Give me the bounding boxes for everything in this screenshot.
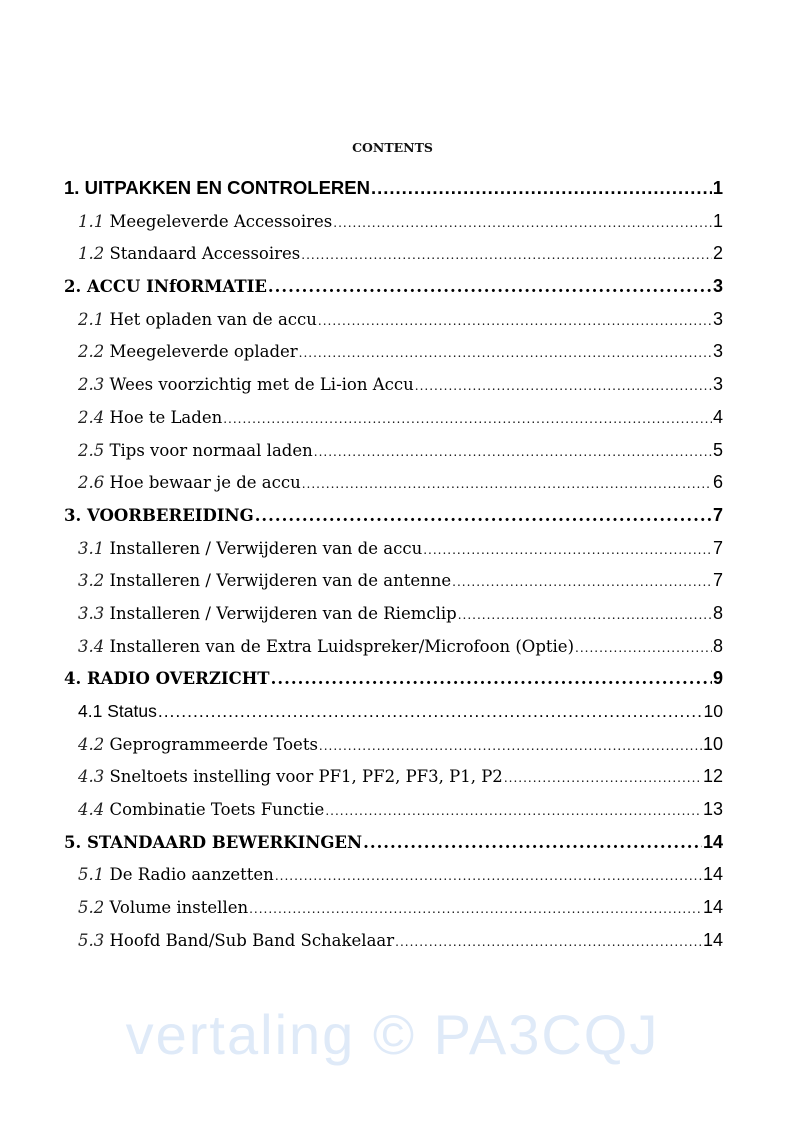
toc-subsection-entry[interactable] <box>64 695 723 728</box>
toc-entry-number: 5. <box>64 832 82 852</box>
toc-entry-number: 2.5 <box>78 440 105 460</box>
toc-entry-title <box>64 271 267 304</box>
toc-subsection-entry[interactable] <box>64 303 723 336</box>
toc-entry-title <box>64 500 254 533</box>
toc-entry-title <box>78 467 301 500</box>
toc-entry-title <box>78 729 318 762</box>
toc-page-number: 9 <box>712 668 723 689</box>
toc-entry-title <box>78 206 332 239</box>
toc-page-number: 1 <box>712 210 723 231</box>
toc-entry-number: 1. <box>64 177 80 198</box>
toc-entry-text: ACCU INfORMATIE <box>86 277 267 297</box>
toc-entry-number: 3.4 <box>78 636 105 656</box>
toc-page-number: 7 <box>712 537 723 558</box>
dot-leader <box>325 795 702 828</box>
toc-entry-title <box>78 859 274 892</box>
contents-title: CONTENTS <box>352 140 433 155</box>
toc-page-number: 14 <box>702 929 723 950</box>
toc-subsection-entry[interactable] <box>64 237 723 270</box>
toc-entry-text: Installeren / Verwijderen van de Riemclip <box>109 603 457 623</box>
toc-entry-text: RADIO OVERZICHT <box>86 669 270 689</box>
toc-page-number: 12 <box>702 766 723 787</box>
toc-entry-text: STANDAARD BEWERKINGEN <box>86 832 363 852</box>
toc-page-number: 5 <box>712 439 723 460</box>
toc-subsection-entry[interactable] <box>64 401 723 434</box>
toc-section-entry[interactable] <box>64 499 723 532</box>
toc-entry-text: Volume instellen <box>109 898 249 918</box>
toc-subsection-entry[interactable] <box>64 368 723 401</box>
toc-subsection-entry[interactable] <box>64 335 723 368</box>
dot-leader <box>301 239 712 272</box>
toc-subsection-entry[interactable] <box>64 728 723 761</box>
toc-entry-title <box>64 172 370 205</box>
toc-entry-title <box>78 533 422 566</box>
toc-entry-text: Installeren / Verwijderen van de antenne <box>109 571 452 591</box>
toc-entry-title <box>64 663 270 696</box>
toc-page-number: 10 <box>703 701 723 721</box>
toc-entry-text: Standaard Accessoires <box>109 244 301 264</box>
toc-page-number: 10 <box>702 733 723 754</box>
toc-subsection-entry[interactable] <box>64 760 723 793</box>
dot-leader <box>319 730 702 763</box>
toc-page-number: 14 <box>702 897 723 918</box>
toc-entry-title <box>78 761 503 794</box>
toc-entry-text: De Radio aanzetten <box>109 865 274 885</box>
toc-entry-number: 2. <box>64 277 82 297</box>
toc-entry-number: 3. <box>64 505 82 525</box>
toc-entry-title <box>78 369 414 402</box>
dot-leader <box>452 566 712 599</box>
toc-page-number: 13 <box>702 799 723 820</box>
toc-entry-title <box>78 565 451 598</box>
toc-entry-title <box>78 402 222 435</box>
toc-section-entry[interactable] <box>64 270 723 303</box>
toc-page-number: 7 <box>712 570 723 591</box>
toc-subsection-entry[interactable] <box>64 564 723 597</box>
dot-leader <box>423 534 712 567</box>
toc-entry-number: 2.3 <box>78 375 105 395</box>
toc-subsection-entry[interactable] <box>64 891 723 924</box>
dot-leader <box>255 500 712 533</box>
toc-page-number: 7 <box>712 504 723 525</box>
toc-entry-title <box>78 336 298 369</box>
toc-entry-number: 4.3 <box>78 767 105 787</box>
toc-subsection-entry[interactable] <box>64 793 723 826</box>
toc-entry-text: Installeren van de Extra Luidspreker/Microfoon (Optie) <box>109 636 575 656</box>
toc-entry-text: UITPAKKEN EN CONTROLEREN <box>84 177 370 198</box>
toc-entry-title <box>78 925 394 958</box>
toc-entry-text: Meegeleverde Accessoires <box>109 211 333 231</box>
toc-page-number: 2 <box>712 243 723 264</box>
dot-leader <box>158 695 703 728</box>
toc-entry-number: 1.1 <box>78 211 105 231</box>
toc-entry-text: Sneltoets instelling voor PF1, PF2, PF3, P1, P2 <box>109 767 503 787</box>
dot-leader <box>458 599 712 632</box>
toc-subsection-entry[interactable] <box>64 597 723 630</box>
toc-entry-title <box>78 631 574 664</box>
dot-leader <box>371 172 712 205</box>
toc-entry-number: 4. <box>64 669 82 689</box>
toc-entry-text: Het opladen van de accu <box>109 309 317 329</box>
toc-page-number: 3 <box>712 276 723 297</box>
toc-entry-text: Wees voorzichtig met de Li-ion Accu <box>109 375 414 395</box>
toc-entry-title <box>78 892 248 925</box>
toc-entry-number: 3.2 <box>78 571 105 591</box>
toc-entry-text: Geprogrammeerde Toets <box>109 734 318 754</box>
toc-page-number: 3 <box>712 308 723 329</box>
toc-entry-number: 3.3 <box>78 603 105 623</box>
dot-leader <box>314 436 712 469</box>
toc-subsection-entry[interactable] <box>64 205 723 238</box>
toc-entry-number: 4.2 <box>78 734 105 754</box>
toc-page-number: 14 <box>702 864 723 885</box>
dot-leader <box>333 207 712 240</box>
toc-subsection-entry[interactable] <box>64 924 723 957</box>
toc-entry-title <box>78 598 457 631</box>
dot-leader <box>268 271 712 304</box>
dot-leader <box>415 370 712 403</box>
toc-page-number: 6 <box>712 472 723 493</box>
dot-leader <box>271 663 712 696</box>
toc-section-entry[interactable] <box>64 826 723 859</box>
toc-entry-text: Tips voor normaal laden <box>109 440 313 460</box>
toc-entry-text: Combinatie Toets Functie <box>109 800 325 820</box>
toc-section-entry[interactable] <box>64 172 723 205</box>
dot-leader <box>302 468 712 501</box>
toc-page-number: 14 <box>702 831 723 852</box>
toc-subsection-entry[interactable] <box>64 858 723 891</box>
dot-leader <box>395 926 702 959</box>
toc-entry-number: 1.2 <box>78 244 105 264</box>
toc-subsection-entry[interactable] <box>64 630 723 663</box>
toc-entry-text: Hoe te Laden <box>109 407 223 427</box>
toc-page-number: 1 <box>712 177 723 198</box>
toc-entry-title <box>64 827 362 860</box>
toc-subsection-entry[interactable] <box>64 466 723 499</box>
table-of-contents <box>64 172 723 957</box>
toc-entry-title <box>78 794 324 827</box>
dot-leader <box>504 762 702 795</box>
toc-entry-number: 5.3 <box>78 930 105 950</box>
toc-entry-number: 3.1 <box>78 538 105 558</box>
dot-leader <box>575 632 712 665</box>
toc-entry-number: 4.4 <box>78 800 105 820</box>
toc-entry-title <box>78 435 313 468</box>
dot-leader <box>318 305 712 338</box>
toc-entry-title <box>78 304 317 337</box>
dot-leader <box>363 827 702 860</box>
toc-page-number: 3 <box>712 341 723 362</box>
toc-entry-number: 5.1 <box>78 865 105 885</box>
toc-page-number: 8 <box>712 602 723 623</box>
toc-entry-number: 2.2 <box>78 342 105 362</box>
toc-page-number: 3 <box>712 374 723 395</box>
toc-subsection-entry[interactable] <box>64 532 723 565</box>
toc-entry-number: 5.2 <box>78 898 105 918</box>
toc-section-entry[interactable] <box>64 662 723 695</box>
toc-entry-number: 2.4 <box>78 407 105 427</box>
dot-leader <box>249 893 702 926</box>
dot-leader <box>299 337 712 370</box>
toc-entry-text: VOORBEREIDING <box>86 505 254 525</box>
toc-page-number: 8 <box>712 635 723 656</box>
dot-leader <box>275 860 702 893</box>
toc-entry-number: 2.6 <box>78 473 105 493</box>
dot-leader <box>223 403 712 436</box>
toc-entry-number: 4.1 <box>78 701 103 721</box>
toc-page-number: 4 <box>712 406 723 427</box>
toc-entry-text: Status <box>107 701 157 721</box>
toc-entry-text: Meegeleverde oplader <box>109 342 298 362</box>
toc-entry-text: Hoe bewaar je de accu <box>109 473 301 493</box>
watermark: vertaling © PA3CQJ <box>125 1003 660 1066</box>
toc-entry-title <box>78 695 157 728</box>
toc-entry-title <box>78 238 300 271</box>
toc-entry-text: Installeren / Verwijderen van de accu <box>109 538 423 558</box>
toc-entry-text: Hoofd Band/Sub Band Schakelaar <box>109 930 395 950</box>
toc-entry-number: 2.1 <box>78 309 105 329</box>
toc-subsection-entry[interactable] <box>64 434 723 467</box>
